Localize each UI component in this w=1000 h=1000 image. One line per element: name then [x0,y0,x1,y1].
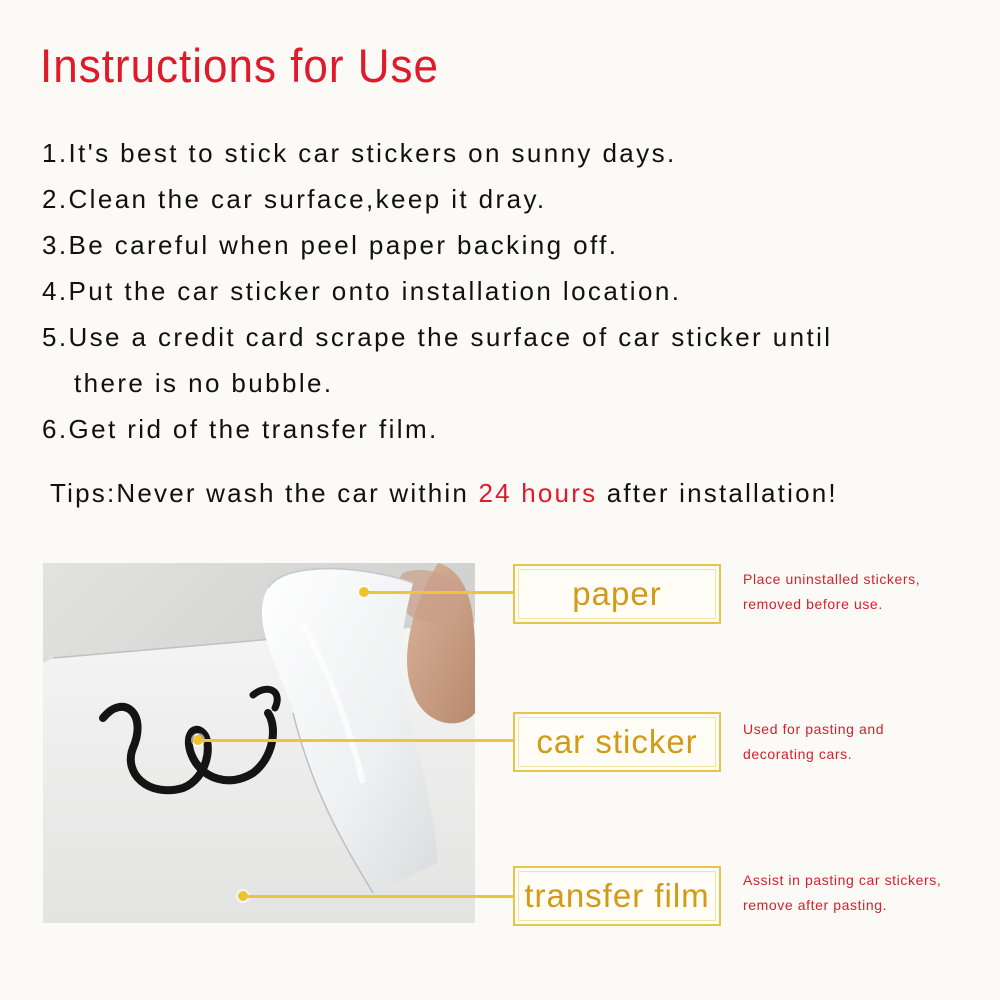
car-sticker-description-line-1: Used for pasting and [743,721,885,737]
instruction-step-2: 2.Clean the car surface,keep it dray. [42,184,547,214]
tips-line [50,478,838,509]
instruction-list [42,130,982,452]
paper-description [743,567,983,617]
instruction-step-3: 3.Be careful when peel paper backing off. [42,230,619,260]
car-sticker-description [743,717,983,767]
instruction-step-4: 4.Put the car sticker onto installation location. [42,276,682,306]
car-sticker-connector-line [201,739,513,742]
page-title: Instructions for Use [40,40,440,93]
sticker-photo-illustration [43,563,475,923]
paper-connector-line [367,591,513,594]
instruction-step-5-continued: there is no bubble. [74,368,334,398]
transfer-film-description-line-1: Assist in pasting car stickers, [743,872,942,888]
transfer-film-connector-line [246,895,513,898]
car-sticker-description-line-2: decorating cars. [743,746,853,762]
transfer-film-description-line-2: remove after pasting. [743,897,888,913]
paper-description-line-1: Place uninstalled stickers, [743,571,921,587]
car-sticker-label: car sticker [513,712,721,772]
tips-suffix: after installation! [597,478,838,508]
tips-highlight: 24 hours [478,478,598,508]
instruction-step-1: 1.It's best to stick car stickers on sunny days. [42,138,677,168]
sticker-photo [43,563,475,923]
transfer-film-description [743,868,983,918]
instruction-step-6: 6.Get rid of the transfer film. [42,414,439,444]
paper-description-line-2: removed before use. [743,596,883,612]
tips-prefix: Tips:Never wash the car within [50,478,479,508]
instruction-step-5: 5.Use a credit card scrape the surface of car sticker until [42,322,833,352]
transfer-film-label: transfer film [513,866,721,926]
paper-label: paper [513,564,721,624]
